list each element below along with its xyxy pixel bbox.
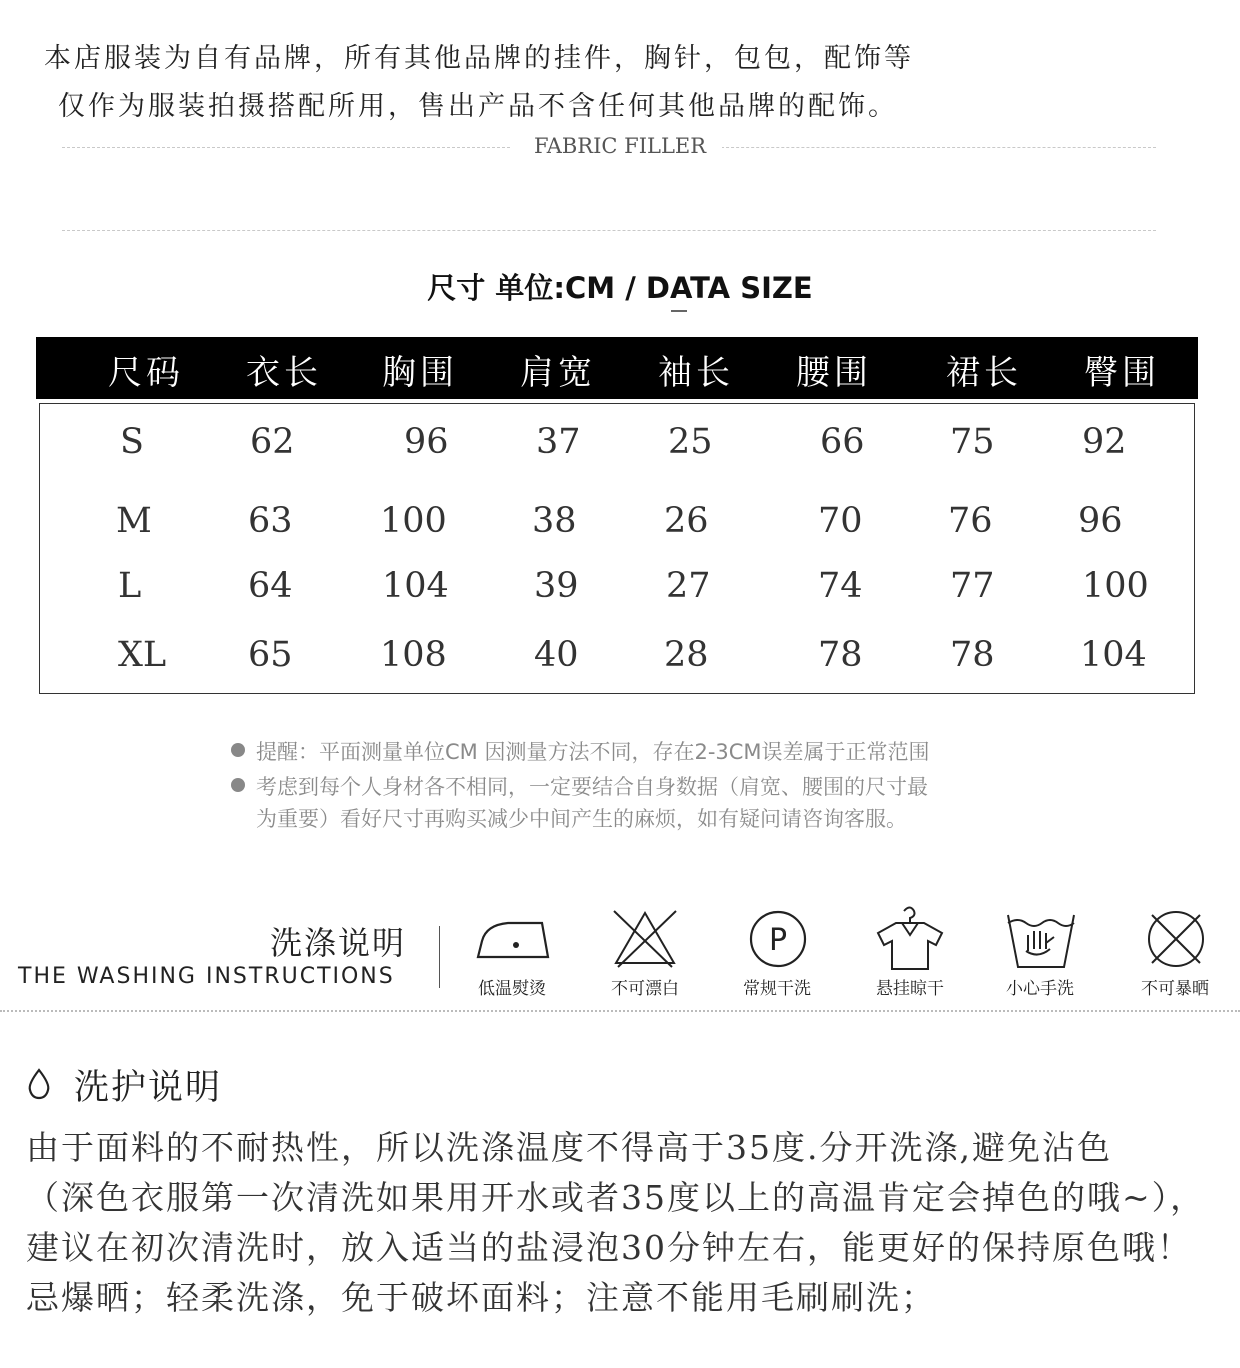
table-cell: 104 [382,566,449,606]
iron-label: 低温熨烫 [478,979,546,999]
table-cell: 100 [380,501,447,541]
iron-low-temp-icon [472,905,572,969]
care-line-4: 忌爆晒；轻柔洗涤，免于破坏面料；注意不能用毛刷刷洗； [26,1278,936,1317]
care-line-2: （深色衣服第一次清洗如果用开水或者35度以上的高温肯定会掉色的哦~）， [26,1178,1206,1217]
table-cell: L [118,566,142,606]
header-skirt-length: 裙长 [946,353,1022,393]
table-cell: M [116,501,152,541]
table-cell: 78 [818,635,863,675]
table-cell: 92 [1082,422,1127,462]
header-shoulder: 肩宽 [520,353,596,393]
table-cell: S [120,422,144,462]
care-title: 洗护说明 [74,1068,223,1108]
section-divider [62,230,1156,231]
table-cell: 28 [664,635,709,675]
table-cell: 39 [534,566,579,606]
hand-wash-label: 小心手洗 [1006,979,1074,999]
washing-title-en: THE WASHING INSTRUCTIONS [18,964,395,989]
header-sleeve: 袖长 [658,353,734,393]
note-bullet-2 [231,778,245,792]
table-cell: 64 [248,566,293,606]
size-advice-note-line-1: 考虑到每个人身材各不相同，一定要结合自身数据（肩宽、腰围的尺寸最 [256,775,928,799]
table-cell: 74 [818,566,863,606]
table-cell: 37 [536,422,581,462]
no-bleach-icon [610,905,710,969]
intro-line-2: 仅作为服装拍摄搭配所用，售出产品不含任何其他品牌的配饰。 [58,91,898,122]
note-bullet-1 [231,743,245,757]
fabric-filler-label [0,134,1240,158]
dry-clean-label: 常规干洗 [743,979,811,999]
no-sun-dry-label: 不可暴晒 [1141,979,1209,999]
table-cell: 75 [950,422,995,462]
table-cell: 27 [666,566,711,606]
table-cell: XL [118,635,167,675]
svg-text:P: P [768,923,788,958]
washing-title-cn: 洗涤说明 [270,924,407,962]
fabric-filler-text: FABRIC FILLER [518,134,722,158]
table-cell: 96 [1078,501,1123,541]
hang-dry-icon [874,905,974,969]
table-cell: 26 [664,501,709,541]
washing-section-divider [0,1010,1240,1012]
table-cell: 96 [404,422,449,462]
table-cell: 77 [950,566,995,606]
table-cell: 62 [250,422,295,462]
washing-divider [439,926,440,988]
table-cell: 100 [1082,566,1149,606]
title-underline-mark [671,310,687,312]
header-length: 衣长 [246,353,322,393]
header-waist: 腰围 [796,353,872,393]
table-cell: 65 [248,635,293,675]
table-cell: 70 [818,501,863,541]
table-cell: 104 [1080,635,1147,675]
care-line-1: 由于面料的不耐热性，所以洗涤温度不得高于35度.分开洗涤,避免沾色 [26,1128,1112,1167]
hand-wash-icon [1004,905,1104,969]
header-hip: 臀围 [1084,353,1160,393]
measurement-note: 提醒：平面测量单位CM 因测量方法不同，存在2-3CM误差属于正常范围 [256,740,930,764]
table-cell: 76 [948,501,993,541]
no-sun-dry-icon [1144,905,1240,969]
dry-clean-p-icon [746,905,846,969]
header-bust: 胸围 [382,353,458,393]
table-cell: 25 [668,422,713,462]
water-drop-icon [26,1068,52,1104]
hang-dry-label: 悬挂晾干 [876,979,944,999]
table-cell: 66 [820,422,865,462]
no-bleach-label: 不可漂白 [611,979,679,999]
size-advice-note-line-2: 为重要）看好尺寸再购买减少中间产生的麻烦，如有疑问请咨询客服。 [256,807,907,831]
table-cell: 78 [950,635,995,675]
table-cell: 40 [534,635,579,675]
care-line-3: 建议在初次清洗时，放入适当的盐浸泡30分钟左右，能更好的保持原色哦！ [26,1228,1192,1267]
table-cell: 38 [532,501,577,541]
intro-line-1: 本店服装为自有品牌，所有其他品牌的挂件，胸针，包包，配饰等 [44,43,914,74]
size-table-header [36,337,1198,399]
size-table-title: 尺寸 单位:CM / DATA SIZE [427,271,813,305]
table-cell: 108 [380,635,447,675]
table-cell: 63 [248,501,293,541]
size-table-body [39,403,1195,694]
header-size: 尺码 [108,353,184,393]
